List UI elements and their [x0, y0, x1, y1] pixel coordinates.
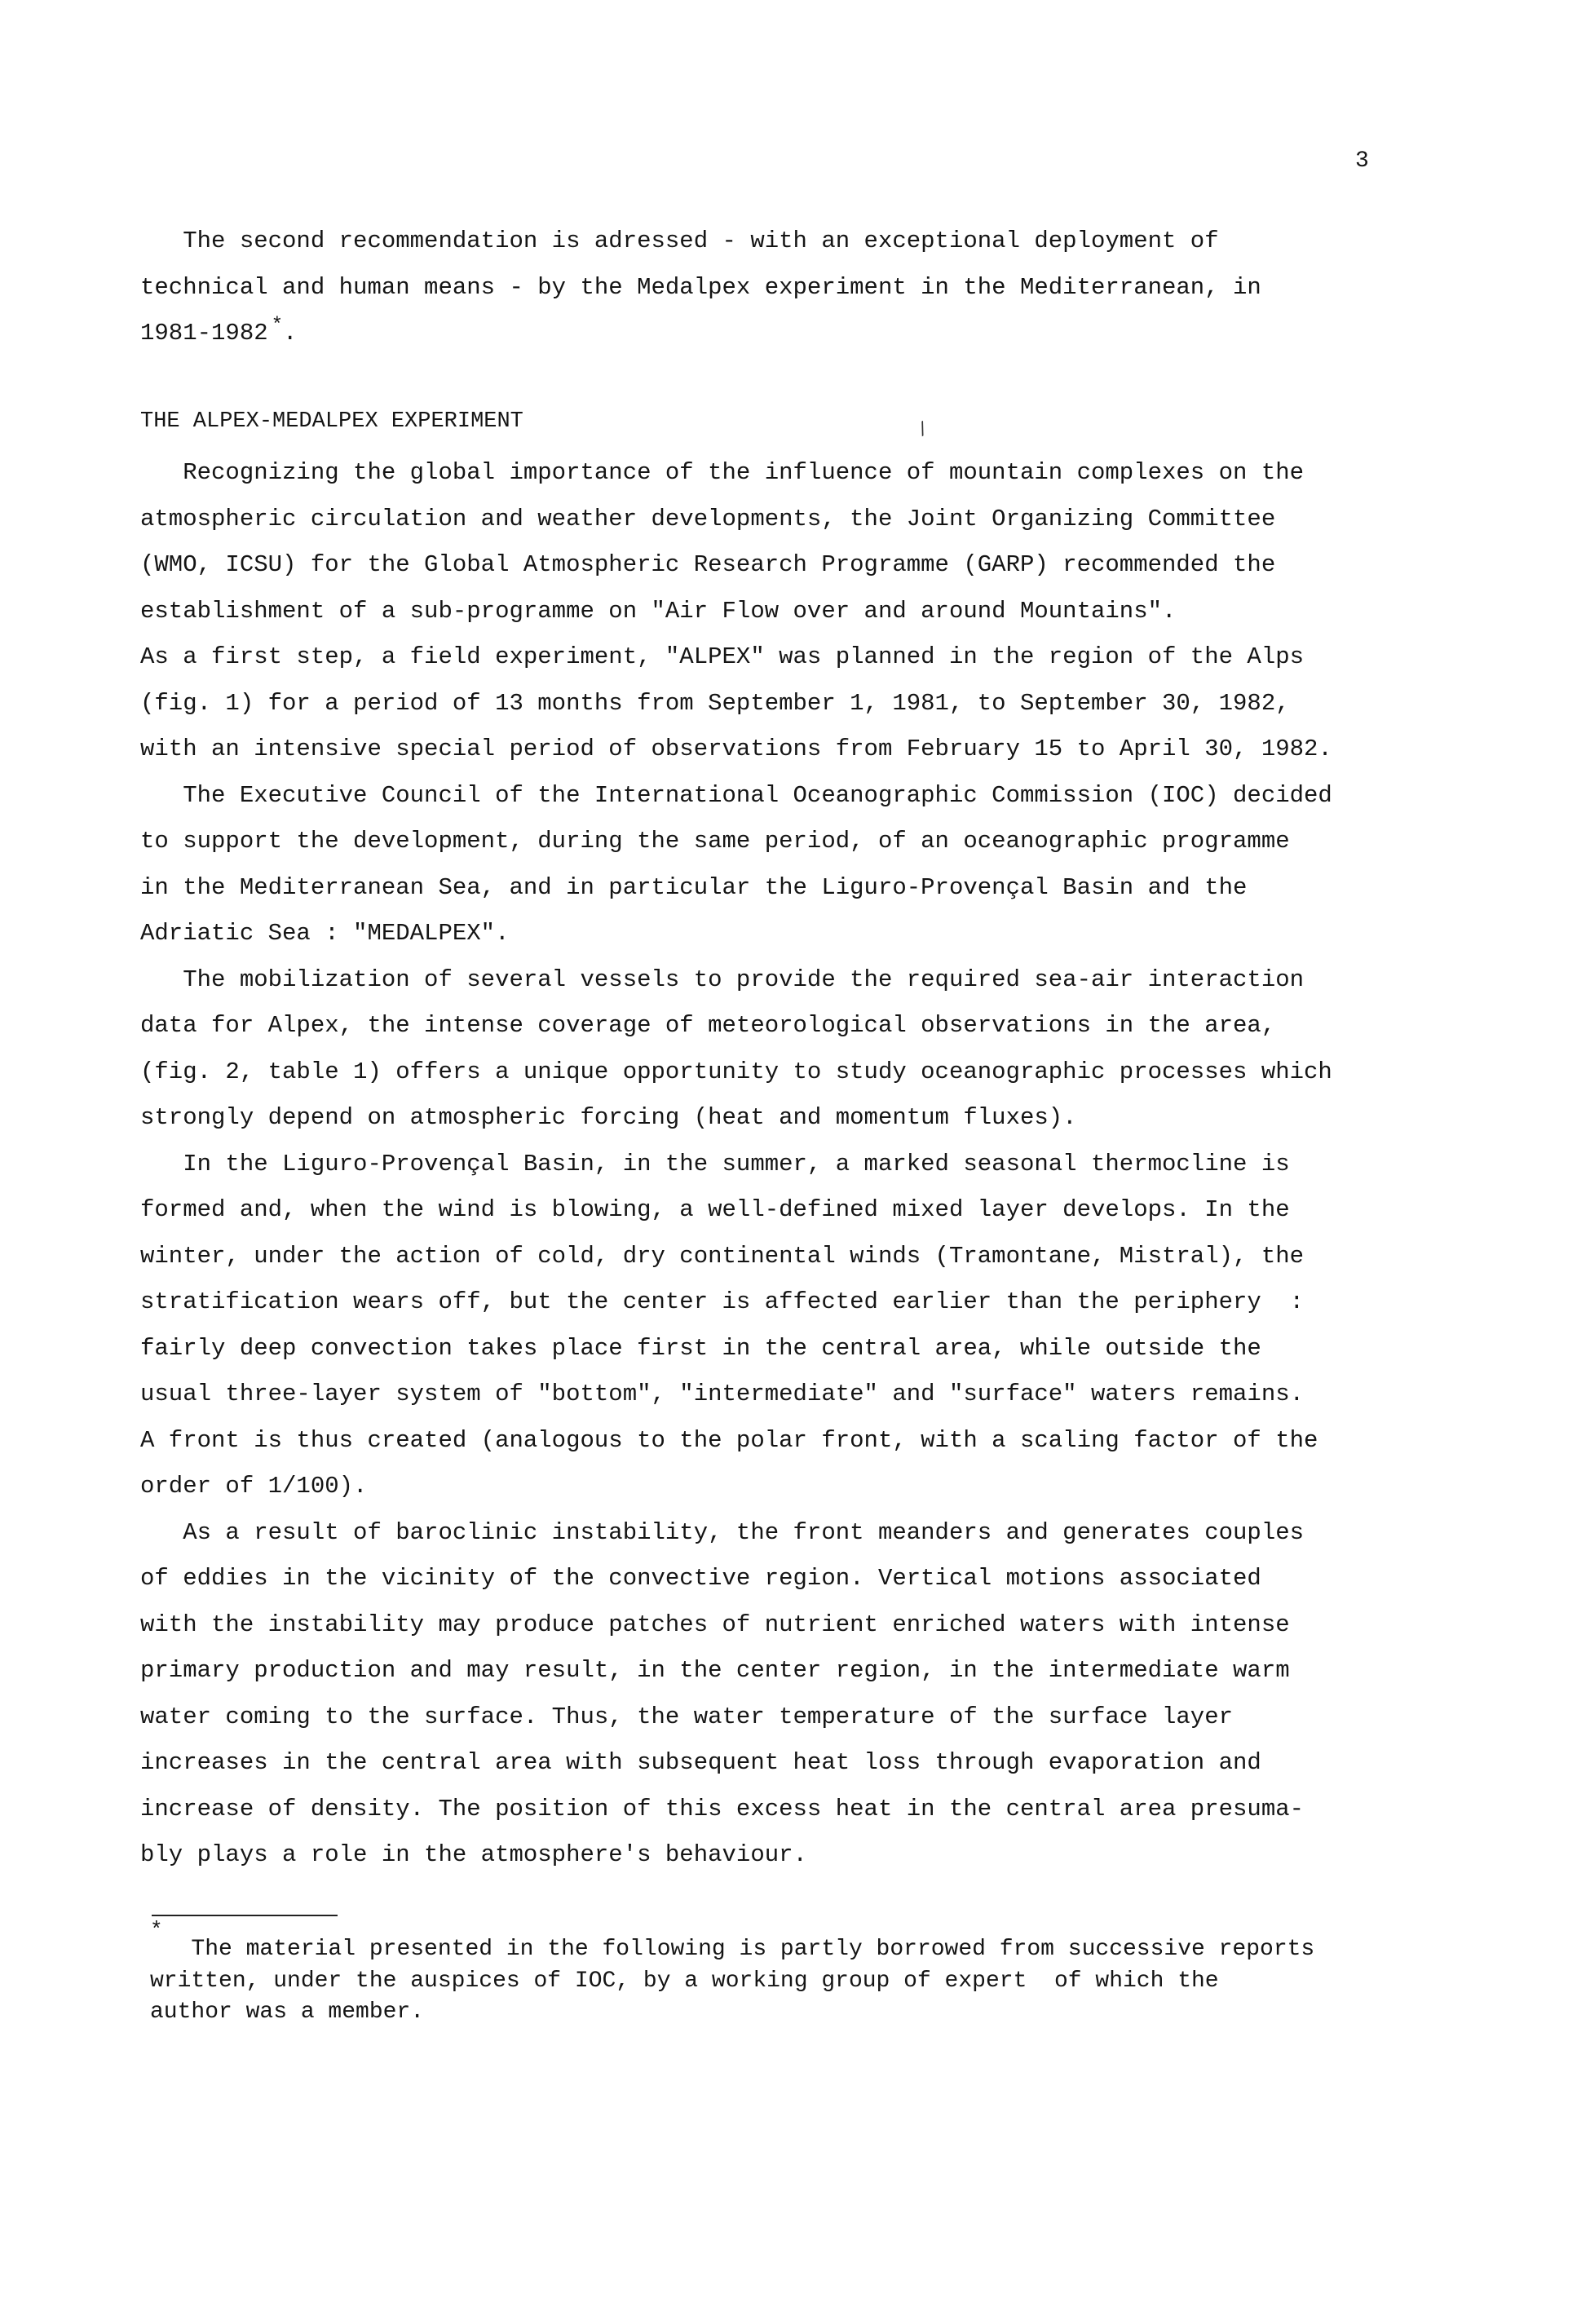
body-line: winter, under the action of cold, dry continental winds (Tramontane, Mistral), the: [140, 1242, 1305, 1270]
footnote-line: author was a member.: [150, 1999, 425, 2025]
body-line: In the Liguro-Provençal Basin, in the summer, a marked seasonal thermocline is: [140, 1150, 1290, 1177]
body-line: atmospheric circulation and weather developments, the Joint Organizing Committee: [140, 505, 1276, 532]
body-line: of eddies in the vicinity of the convective region. Vertical motions associated: [140, 1565, 1261, 1592]
intro-line-last: [140, 311, 1461, 357]
intro-line: technical and human means - by the Medalpex experiment in the Mediterranean, in: [140, 273, 1261, 301]
body-line: (fig. 1) for a period of 13 months from September 1, 1981, to September 30, 1982,: [140, 689, 1290, 717]
body-line: Adriatic Sea : "MEDALPEX".: [140, 920, 510, 947]
body-line: increases in the central area with subsequent heat loss through evaporation and: [140, 1749, 1261, 1776]
body-line: usual three-layer system of "bottom", "intermediate" and "surface" waters remains.: [140, 1381, 1305, 1407]
body-line: data for Alpex, the intense coverage of meteorological observations in the area,: [140, 1012, 1276, 1039]
body-text: [140, 450, 1461, 1879]
body-line: (WMO, ICSU) for the Global Atmospheric Research Programme (GARP) recommended the: [140, 551, 1276, 578]
footnote-divider: [152, 1915, 338, 1916]
body-line: A front is thus created (analogous to the polar front, with a scaling factor of the: [140, 1426, 1318, 1454]
intro-paragraph: [140, 219, 1461, 357]
intro-line: 1981-1982: [140, 320, 268, 347]
body-line: with the instability may produce patches of nutrient enriched waters with intense: [140, 1610, 1290, 1638]
body-line: with an intensive special period of observations from February 15 to April 30, 1982.: [140, 736, 1332, 762]
body-line: fairly deep convection takes place first in the central area, while outside the: [140, 1334, 1261, 1362]
page-number: 3: [1355, 148, 1369, 174]
body-line: primary production and may result, in the center region, in the intermediate warm: [140, 1657, 1290, 1684]
section-heading: THE ALPEX-MEDALPEX EXPERIMENT: [140, 409, 523, 434]
body-line: establishment of a sub-programme on "Air Flow over and around Mountains".: [140, 597, 1177, 625]
body-line: order of 1/100).: [140, 1473, 368, 1500]
body-line: The Executive Council of the International Oceanographic Commission (IOC) decided: [140, 781, 1332, 809]
footnote-reference-asterisk: *: [271, 315, 284, 338]
footnote-line: The material presented in the following is partly borrowed from successive reports: [150, 1937, 1315, 1962]
footnote: [150, 1934, 1314, 2029]
stray-pen-mark: /: [913, 418, 934, 442]
body-line: As a first step, a field experiment, "ALPEX" was planned in the region of the Alps: [140, 643, 1305, 670]
body-line: stratification wears off, but the center is affected earlier than the periphery :: [140, 1288, 1305, 1315]
body-line: The mobilization of several vessels to provide the required sea-air interaction: [140, 965, 1305, 993]
body-line: formed and, when the wind is blowing, a well-defined mixed layer develops. In the: [140, 1196, 1290, 1223]
body-line: (fig. 2, table 1) offers a unique opportunity to study oceanographic processes which: [140, 1058, 1332, 1085]
intro-line: The second recommendation is adressed - with an exceptional deployment of: [140, 228, 1219, 254]
body-line: As a result of baroclinic instability, the front meanders and generates couples: [140, 1518, 1305, 1546]
body-line: to support the development, during the same period, of an oceanographic programme: [140, 828, 1290, 855]
body-line: strongly depend on atmospheric forcing (heat and momentum fluxes).: [140, 1104, 1077, 1131]
footnote-line: written, under the auspices of IOC, by a working group of expert of which the: [150, 1968, 1219, 1994]
body-line: Recognizing the global importance of the influence of mountain complexes on the: [140, 459, 1305, 486]
body-line: increase of density. The position of this excess heat in the central area presuma-: [140, 1795, 1305, 1823]
body-line: water coming to the surface. Thus, the water temperature of the surface layer: [140, 1703, 1234, 1730]
body-line: in the Mediterranean Sea, and in particular the Liguro-Provençal Basin and the: [140, 873, 1248, 901]
body-line: bly plays a role in the atmosphere's behaviour.: [140, 1841, 807, 1868]
footnote-asterisk: *: [150, 1918, 163, 1942]
intro-suffix: .: [283, 320, 298, 347]
